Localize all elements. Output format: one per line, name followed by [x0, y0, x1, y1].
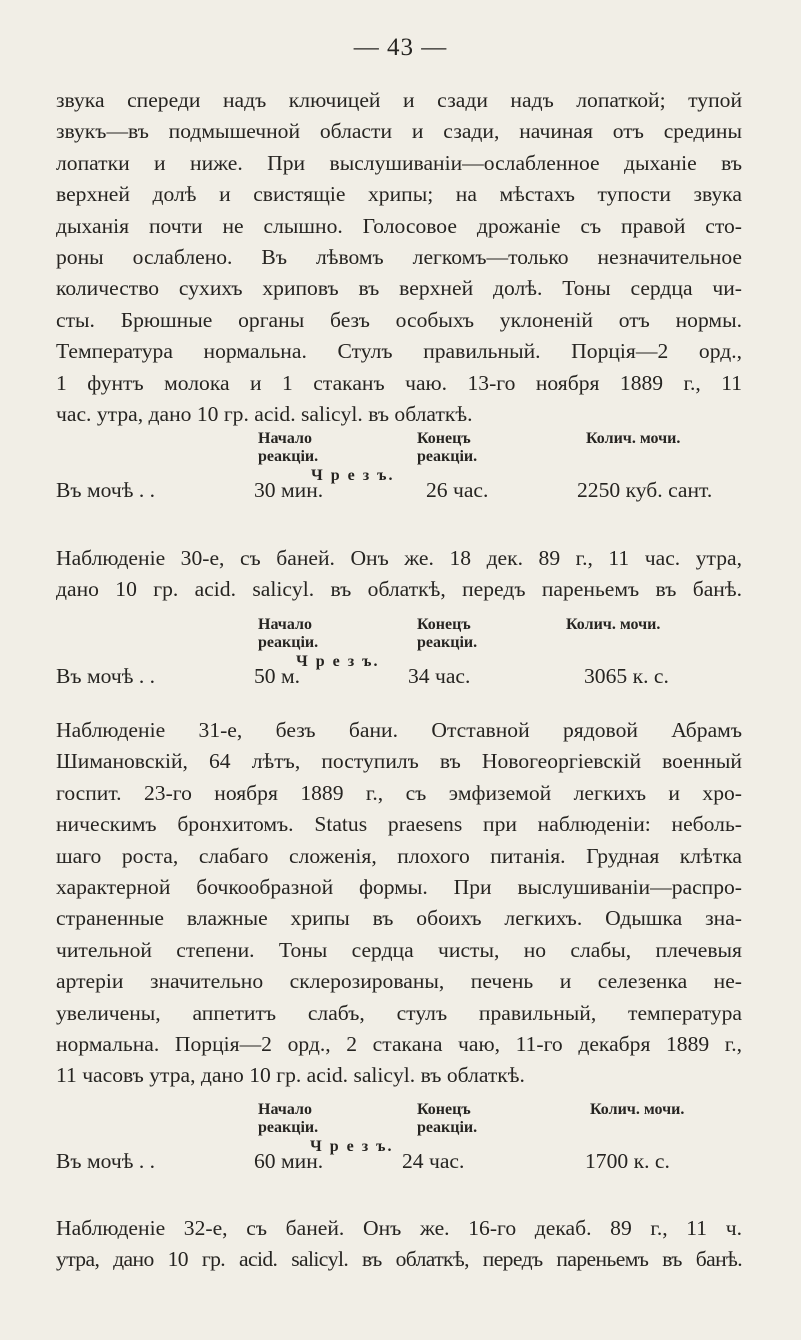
text-line: количество сухихъ хриповъ въ верхней долѣ. Тоны сердца чи- — [56, 276, 742, 301]
text-line: госпит. 23-го ноября 1889 г., съ эмфиземой легкихъ и хро- — [56, 780, 742, 805]
text-line: Шимановскій, 64 лѣтъ, поступилъ въ Новогеоргіевскій военный — [56, 749, 742, 774]
header-quantity: Колич. мочи. — [566, 616, 661, 633]
paragraph-1 — [56, 85, 742, 430]
header-quantity: Колич. мочи. — [590, 1101, 685, 1118]
cell-start: 60 мин. — [254, 1149, 324, 1173]
header-end: реакціи. — [417, 634, 478, 651]
header-through: Ч р е з ъ. — [310, 1138, 394, 1155]
text-line: шаго роста, слабаго сложенія, плохого питанія. Грудная клѣтка — [56, 843, 742, 868]
text-line: дыханія почти не слышно. Голосовое дрожаніе съ правой сто- — [56, 213, 742, 238]
header-start: Начало — [258, 616, 312, 633]
table-row — [56, 1149, 746, 1182]
header-quantity: Колич. мочи. — [586, 430, 681, 447]
text-line: 1 фунтъ молока и 1 стаканъ чаю. 13-го ноября 1889 г., 11 — [56, 370, 742, 395]
header-through: Ч р е з ъ. — [311, 467, 395, 484]
text-line: Наблюденіе 31-е, безъ бани. Отставной рядовой Абрамъ — [56, 718, 742, 742]
cell-quantity: 1700 к. с. — [585, 1149, 670, 1173]
header-start: реакціи. — [258, 448, 319, 465]
page-number: — 43 — — [353, 34, 448, 61]
text-line: звука спереди надъ ключицей и сзади надъ лопаткой; тупой — [56, 88, 742, 112]
text-line: роны ослаблено. Въ лѣвомъ легкомъ—только незначительное — [56, 245, 742, 270]
reaction-table-1 — [56, 430, 746, 530]
reaction-table-3 — [56, 1101, 746, 1201]
row-label: Въ мочѣ . . — [56, 1149, 156, 1173]
paragraph-4 — [56, 1213, 742, 1276]
text-line: увеличены, аппетитъ слабъ, стулъ правильный, температура — [56, 1000, 742, 1025]
text-line: ническимъ бронхитомъ. Status praesens при наблюденіи: неболь- — [56, 812, 742, 837]
header-start: Начало — [258, 1101, 312, 1118]
header-end: Конецъ — [417, 430, 471, 447]
header-start: реакціи. — [258, 634, 319, 651]
paragraph-3 — [56, 715, 742, 1092]
text-line: страненные влажные хрипы въ обоихъ легкихъ. Одышка зна- — [56, 906, 742, 931]
header-end: Конецъ — [417, 616, 471, 633]
text-line: лопатки и ниже. При выслушиваніи—ослабленное дыханіе въ — [56, 150, 742, 175]
row-label: Въ мочѣ . . — [56, 664, 156, 688]
cell-end: 34 час. — [408, 664, 471, 688]
paragraph-2 — [56, 543, 742, 606]
header-through: Ч р е з ъ. — [296, 653, 380, 670]
reaction-table-2 — [56, 616, 746, 716]
cell-end: 24 час. — [402, 1149, 465, 1173]
text-line: Наблюденіе 30-е, съ баней. Онъ же. 18 дек. 89 г., 11 час. утра, — [56, 546, 742, 570]
header-end: Конецъ — [417, 1101, 471, 1118]
text-line: артеріи значительно склерозированы, печень и селезенка не- — [56, 969, 742, 994]
cell-start: 30 мин. — [254, 478, 324, 502]
table-row — [56, 664, 746, 697]
cell-end: 26 час. — [426, 478, 489, 502]
cell-quantity: 3065 к. с. — [584, 664, 669, 688]
header-start: реакціи. — [258, 1119, 319, 1136]
text-line: Наблюденіе 32-е, съ баней. Онъ же. 16-го декаб. 89 г., 11 ч. — [56, 1216, 742, 1240]
text-line: дано 10 гр. acid. salicyl. въ облаткѣ, передъ пареньемъ въ банѣ. — [56, 577, 742, 602]
text-line: час. утра, дано 10 гр. acid. salicyl. въ облаткѣ. — [56, 402, 473, 427]
text-line: нормальна. Порція—2 орд., 2 стакана чаю, 11-го декабря 1889 г., — [56, 1032, 742, 1057]
text-line: чительной степени. Тоны сердца чисты, но слабы, плечевыя — [56, 937, 742, 962]
header-start: Начало — [258, 430, 312, 447]
cell-quantity: 2250 куб. сант. — [577, 478, 713, 502]
text-line: Температура нормальна. Стулъ правильный. Порція—2 орд., — [56, 339, 742, 364]
row-label: Въ мочѣ . . — [56, 478, 156, 502]
cell-start: 50 м. — [254, 664, 301, 688]
header-end: реакціи. — [417, 1119, 478, 1136]
text-line: характерной бочкообразной формы. При выслушиваніи—распро- — [56, 875, 742, 900]
text-line: 11 часовъ утра, дано 10 гр. acid. salicyl. въ облаткѣ. — [56, 1063, 525, 1088]
text-line: верхней долѣ и свистящіе хрипы; на мѣстахъ тупости звука — [56, 182, 742, 207]
text-line: утра, дано 10 гр. acid. salicyl. въ облаткѣ, передъ пареньемъ въ банѣ. — [56, 1247, 742, 1272]
text-line: звукъ—въ подмышечной области и сзади, начиная отъ средины — [56, 119, 742, 144]
table-row — [56, 478, 746, 511]
text-line: сты. Брюшные органы безъ особыхъ уклоненій отъ нормы. — [56, 307, 742, 332]
header-end: реакціи. — [417, 448, 478, 465]
